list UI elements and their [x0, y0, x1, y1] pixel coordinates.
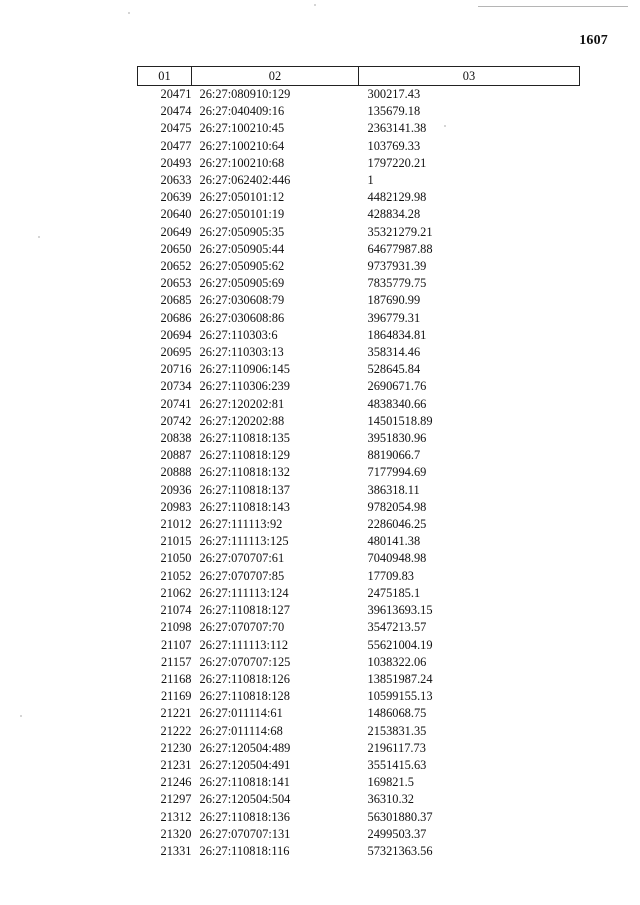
table-row [138, 602, 580, 619]
row-number-cell: 21320 [160, 826, 192, 841]
value-cell: 135679.18 [367, 104, 421, 119]
cadastral-number-cell: 26:27:110818:129 [199, 448, 290, 463]
row-number-cell: 21246 [160, 775, 192, 790]
row-number-cell: 21050 [160, 551, 192, 566]
table-row [138, 155, 580, 172]
cadastral-number-cell: 26:27:110818:127 [199, 603, 290, 618]
cadastral-number-cell: 26:27:110306:239 [199, 379, 290, 394]
row-number-cell: 21052 [160, 568, 192, 583]
value-cell: 396779.31 [367, 310, 421, 325]
row-number-cell: 20716 [160, 362, 192, 377]
value-cell: 2153831.35 [367, 723, 427, 738]
cadastral-number-cell: 26:27:110818:137 [199, 482, 290, 497]
row-number-cell: 20653 [160, 276, 192, 291]
value-cell: 7835779.75 [367, 276, 427, 291]
data-table-container [137, 66, 580, 860]
value-cell: 2286046.25 [367, 517, 427, 532]
row-number-cell: 20493 [160, 155, 192, 170]
row-number-cell: 20685 [160, 293, 192, 308]
data-table [137, 66, 580, 860]
row-number-cell: 20633 [160, 173, 192, 188]
value-cell: 35321279.21 [367, 224, 433, 239]
value-cell: 1864834.81 [367, 327, 427, 342]
value-cell: 187690.99 [367, 293, 421, 308]
cadastral-number-cell: 26:27:100210:45 [199, 121, 285, 136]
value-cell: 36310.32 [367, 792, 414, 807]
value-cell: 3951830.96 [367, 431, 427, 446]
table-row [138, 740, 580, 757]
table-row [138, 224, 580, 241]
page-number: 1607 [579, 33, 608, 48]
row-number-cell: 20471 [160, 87, 192, 101]
table-row [138, 843, 580, 860]
value-cell: 300217.43 [367, 87, 421, 101]
table-row [138, 189, 580, 206]
table-row [138, 533, 580, 550]
cadastral-number-cell: 26:27:110818:135 [199, 431, 290, 446]
cadastral-number-cell: 26:27:070707:125 [199, 654, 291, 669]
table-row [138, 292, 580, 309]
table-row [138, 568, 580, 585]
cadastral-number-cell: 26:27:100210:68 [199, 155, 285, 170]
cadastral-number-cell: 26:27:110818:136 [199, 809, 290, 824]
cadastral-number-cell: 26:27:110818:116 [199, 843, 290, 858]
cadastral-number-cell: 26:27:111113:92 [199, 517, 283, 532]
table-row [138, 809, 580, 826]
cadastral-number-cell: 26:27:100210:64 [199, 138, 285, 153]
row-number-cell: 20474 [160, 104, 192, 119]
row-number-cell: 21012 [160, 517, 192, 532]
cadastral-number-cell: 26:27:120504:489 [199, 740, 291, 755]
value-cell: 1 [367, 173, 374, 188]
row-number-cell: 21221 [160, 706, 192, 721]
value-cell: 480141.38 [367, 534, 421, 549]
value-cell: 386318.11 [367, 482, 420, 497]
cadastral-number-cell: 26:27:062402:446 [199, 173, 291, 188]
table-row [138, 774, 580, 791]
table-row [138, 826, 580, 843]
row-number-cell: 20983 [160, 499, 192, 514]
value-cell: 2499503.37 [367, 826, 427, 841]
row-number-cell: 20652 [160, 259, 192, 274]
table-row [138, 120, 580, 137]
value-cell: 13851987.24 [367, 671, 433, 686]
row-number-cell: 20475 [160, 121, 192, 136]
table-row [138, 361, 580, 378]
cadastral-number-cell: 26:27:030608:86 [199, 310, 285, 325]
value-cell: 4838340.66 [367, 396, 427, 411]
value-cell: 1486068.75 [367, 706, 427, 721]
table-row [138, 637, 580, 654]
row-number-cell: 20741 [160, 396, 192, 411]
table-row [138, 791, 580, 808]
cadastral-number-cell: 26:27:120202:81 [199, 396, 285, 411]
table-row [138, 138, 580, 155]
row-number-cell: 20742 [160, 413, 192, 428]
row-number-cell: 21169 [160, 689, 192, 704]
cadastral-number-cell: 26:27:050905:69 [199, 276, 285, 291]
value-cell: 14501518.89 [367, 413, 433, 428]
row-number-cell: 21168 [160, 671, 192, 686]
row-number-cell: 21098 [160, 620, 192, 635]
row-number-cell: 21297 [160, 792, 192, 807]
row-number-cell: 21312 [160, 809, 192, 824]
cadastral-number-cell: 26:27:011114:61 [199, 706, 283, 721]
scan-speck [128, 12, 130, 14]
cadastral-number-cell: 26:27:110303:13 [199, 345, 284, 360]
table-row [138, 550, 580, 567]
value-cell: 2363141.38 [367, 121, 427, 136]
cadastral-number-cell: 26:27:050905:35 [199, 224, 285, 239]
row-number-cell: 20734 [160, 379, 192, 394]
row-number-cell: 20936 [160, 482, 192, 497]
row-number-cell: 20686 [160, 310, 192, 325]
cadastral-number-cell: 26:27:110303:6 [199, 327, 278, 342]
scan-speck [20, 715, 22, 717]
row-number-cell: 21230 [160, 740, 192, 755]
value-cell: 56301880.37 [367, 809, 433, 824]
table-body [138, 86, 580, 861]
table-row [138, 430, 580, 447]
top-rule [478, 6, 628, 7]
cadastral-number-cell: 26:27:070707:70 [199, 620, 285, 635]
cadastral-number-cell: 26:27:050101:12 [199, 190, 285, 205]
cadastral-number-cell: 26:27:040409:16 [199, 104, 285, 119]
cadastral-number-cell: 26:27:120504:504 [199, 792, 291, 807]
value-cell: 9737931.39 [367, 259, 427, 274]
cadastral-number-cell: 26:27:110818:143 [199, 499, 290, 514]
value-cell: 1038322.06 [367, 654, 427, 669]
table-row [138, 378, 580, 395]
table-row [138, 482, 580, 499]
table-row [138, 688, 580, 705]
cadastral-number-cell: 26:27:111113:112 [199, 637, 289, 652]
row-number-cell: 21157 [160, 654, 192, 669]
cadastral-number-cell: 26:27:080910:129 [199, 87, 291, 101]
row-number-cell: 20640 [160, 207, 192, 222]
table-row [138, 275, 580, 292]
table-row [138, 757, 580, 774]
table-row [138, 241, 580, 258]
row-number-cell: 21015 [160, 534, 192, 549]
row-number-cell: 21074 [160, 603, 192, 618]
value-cell: 64677987.88 [367, 241, 433, 256]
cadastral-number-cell: 26:27:110818:132 [199, 465, 290, 480]
value-cell: 528645.84 [367, 362, 421, 377]
cadastral-number-cell: 26:27:070707:85 [199, 568, 285, 583]
scan-speck [314, 4, 316, 6]
value-cell: 9782054.98 [367, 499, 427, 514]
cadastral-number-cell: 26:27:110818:126 [199, 671, 290, 686]
row-number-cell: 20887 [160, 448, 192, 463]
row-number-cell: 20888 [160, 465, 192, 480]
cadastral-number-cell: 26:27:050905:62 [199, 259, 285, 274]
value-cell: 3547213.57 [367, 620, 427, 635]
value-cell: 8819066.7 [367, 448, 421, 463]
table-row [138, 585, 580, 602]
value-cell: 2196117.73 [367, 740, 426, 755]
value-cell: 1797220.21 [367, 155, 427, 170]
row-number-cell: 20695 [160, 345, 192, 360]
table-row [138, 344, 580, 361]
cadastral-number-cell: 26:27:111113:124 [199, 585, 289, 600]
cadastral-number-cell: 26:27:070707:61 [199, 551, 285, 566]
table-header-row [138, 67, 580, 86]
value-cell: 55621004.19 [367, 637, 433, 652]
column-header-03: 03 [359, 67, 580, 86]
value-cell: 169821.5 [367, 775, 414, 790]
value-cell: 2690671.76 [367, 379, 427, 394]
table-row [138, 723, 580, 740]
table-row [138, 103, 580, 120]
value-cell: 103769.33 [367, 138, 421, 153]
value-cell: 4482129.98 [367, 190, 427, 205]
table-row [138, 516, 580, 533]
table-row [138, 499, 580, 516]
row-number-cell: 21107 [160, 637, 192, 652]
value-cell: 57321363.56 [367, 843, 433, 858]
cadastral-number-cell: 26:27:111113:125 [199, 534, 289, 549]
row-number-cell: 20639 [160, 190, 192, 205]
cadastral-number-cell: 26:27:120202:88 [199, 413, 285, 428]
value-cell: 7040948.98 [367, 551, 427, 566]
row-number-cell: 21222 [160, 723, 192, 738]
row-number-cell: 21062 [160, 585, 192, 600]
row-number-cell: 21331 [160, 843, 192, 858]
cadastral-number-cell: 26:27:050101:19 [199, 207, 285, 222]
table-row [138, 86, 580, 104]
value-cell: 17709.83 [367, 568, 414, 583]
row-number-cell: 20477 [160, 138, 192, 153]
table-row [138, 464, 580, 481]
cadastral-number-cell: 26:27:110818:141 [199, 775, 290, 790]
value-cell: 358314.46 [367, 345, 421, 360]
table-row [138, 654, 580, 671]
row-number-cell: 20650 [160, 241, 192, 256]
table-row [138, 671, 580, 688]
cadastral-number-cell: 26:27:050905:44 [199, 241, 285, 256]
value-cell: 428834.28 [367, 207, 421, 222]
row-number-cell: 20694 [160, 327, 192, 342]
table-row [138, 310, 580, 327]
column-header-02: 02 [192, 67, 359, 86]
value-cell: 2475185.1 [367, 585, 421, 600]
cadastral-number-cell: 26:27:030608:79 [199, 293, 285, 308]
table-row [138, 258, 580, 275]
cadastral-number-cell: 26:27:110906:145 [199, 362, 290, 377]
value-cell: 3551415.63 [367, 757, 427, 772]
cadastral-number-cell: 26:27:120504:491 [199, 757, 291, 772]
cadastral-number-cell: 26:27:070707:131 [199, 826, 291, 841]
table-row [138, 206, 580, 223]
table-row [138, 619, 580, 636]
row-number-cell: 20649 [160, 224, 192, 239]
table-row [138, 413, 580, 430]
value-cell: 39613693.15 [367, 603, 433, 618]
table-row [138, 172, 580, 189]
row-number-cell: 20838 [160, 431, 192, 446]
value-cell: 10599155.13 [367, 689, 433, 704]
value-cell: 7177994.69 [367, 465, 427, 480]
cadastral-number-cell: 26:27:011114:68 [199, 723, 283, 738]
table-row [138, 705, 580, 722]
column-header-01: 01 [138, 67, 192, 86]
table-row [138, 447, 580, 464]
table-row [138, 396, 580, 413]
cadastral-number-cell: 26:27:110818:128 [199, 689, 290, 704]
scan-speck [38, 236, 40, 238]
row-number-cell: 21231 [160, 757, 192, 772]
table-row [138, 327, 580, 344]
